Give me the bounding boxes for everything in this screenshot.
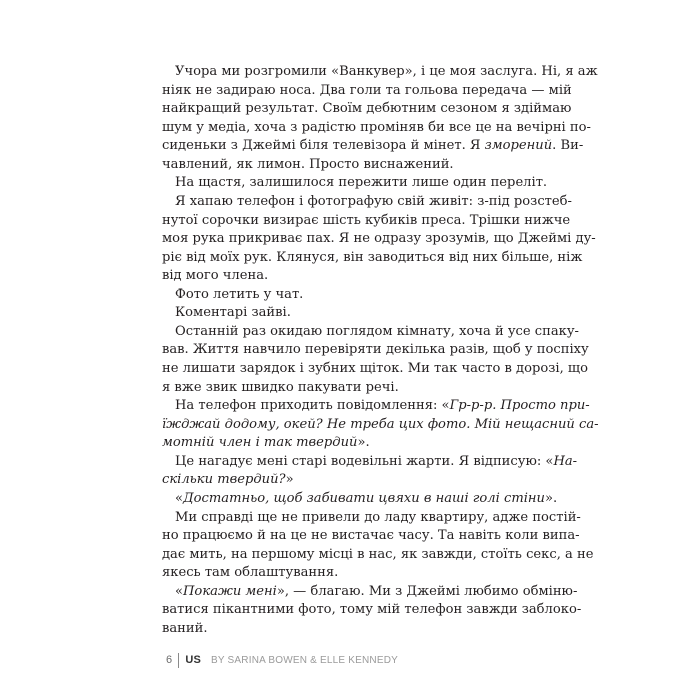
text-line: сиденьки з Джеймі біля телевізора й мінет. Я зморений. Ви-	[162, 138, 584, 154]
text-line: мотній член і так твердий».	[162, 435, 370, 451]
text-line: дає мить, на першому місці в нас, як завжди, стоїть секс, а не	[162, 546, 594, 562]
book-title: US	[185, 654, 202, 666]
text-line: ваний.	[162, 620, 208, 636]
text-line: ватися пікантними фото, тому мій телефон завжди заблоко-	[162, 602, 582, 618]
body-text	[162, 63, 599, 638]
italic-text: Гр-р-р. Просто при-	[449, 398, 590, 414]
page-footer	[166, 652, 398, 668]
text-line: шум у медіа, хоча з радістю проміняв би все це на вечірні по-	[162, 119, 591, 135]
text-line: Останній раз окидаю поглядом кімнату, хоча й усе спаку-	[175, 323, 579, 339]
italic-text: Покажи мені	[183, 583, 277, 599]
text-line: Я хапаю телефон і фотографую свій живіт: з-під розстеб-	[175, 193, 572, 209]
text-line: не лишати зарядок і зубних щіток. Ми так часто в дорозі, що	[162, 361, 588, 376]
text-line: Ми справді ще не привели до ладу квартиру, адже постій-	[175, 509, 581, 525]
text-line: від мого члена.	[162, 268, 269, 284]
italic-text: скільки твердий?	[162, 472, 286, 488]
text-line: «Достатньо, щоб забивати цвяхи в наші голі стіни».	[175, 490, 558, 506]
text-line: ніяк не задираю носа. Два голи та гольова передача — мій	[162, 82, 572, 98]
text-line: моя рука прикриває пах. Я не одразу зрозумів, що Джеймі ду-	[162, 231, 596, 247]
italic-text: мотній член і так твердий	[162, 435, 358, 451]
author-byline: BY SARINA BOWEN & ELLE KENNEDY	[211, 654, 399, 666]
text-line: Учора ми розгромили «Ванкувер», і це моя заслуга. Ні, я аж	[175, 64, 598, 79]
text-line: нутої сорочки визирає шість кубиків преса. Трішки нижче	[162, 212, 571, 228]
italic-text: Достатньо, щоб забивати цвяхи в наші голі стіни	[183, 490, 545, 506]
text-line: «Покажи мені», — благаю. Ми з Джеймі любимо обміню-	[175, 583, 578, 599]
text-line: я вже звик швидко пакувати речі.	[162, 379, 399, 395]
text-line: но працюємо й на це не вистачає часу. Та навіть коли випа-	[162, 528, 580, 544]
italic-text: зморений	[484, 138, 553, 154]
text-line: Це нагадує мені старі водевільні жарти. Я відписую: «На-	[175, 453, 578, 469]
text-line: Фото летить у чат.	[175, 286, 304, 302]
italic-text: На-	[553, 453, 578, 469]
text-line: найкращий результат. Своїм дебютним сезоном я здіймаю	[162, 101, 572, 117]
text-line: чавлений, як лимон. Просто виснажений.	[162, 156, 454, 172]
footer-divider	[178, 653, 179, 668]
text-line: Коментарі зайві.	[175, 305, 291, 321]
text-line: На щастя, залишилося пережити лише один переліт.	[175, 175, 548, 191]
text-line: вав. Життя навчило перевіряти декілька разів, щоб у поспіху	[162, 342, 589, 358]
text-line	[162, 416, 599, 435]
text-line: ріє від моїх рук. Клянуся, він заводиться від них більше, ніж	[162, 249, 583, 265]
text-line: якесь там облаштування.	[162, 565, 339, 581]
text-line: скільки твердий?»	[162, 472, 294, 488]
text-line: На телефон приходить повідомлення: «Гр-р-р. Просто при-	[175, 398, 590, 414]
italic-text: їжджай додому, окей? Не треба цих фото. Мій нещасний са-	[162, 416, 599, 432]
page-number: 6	[166, 654, 173, 666]
